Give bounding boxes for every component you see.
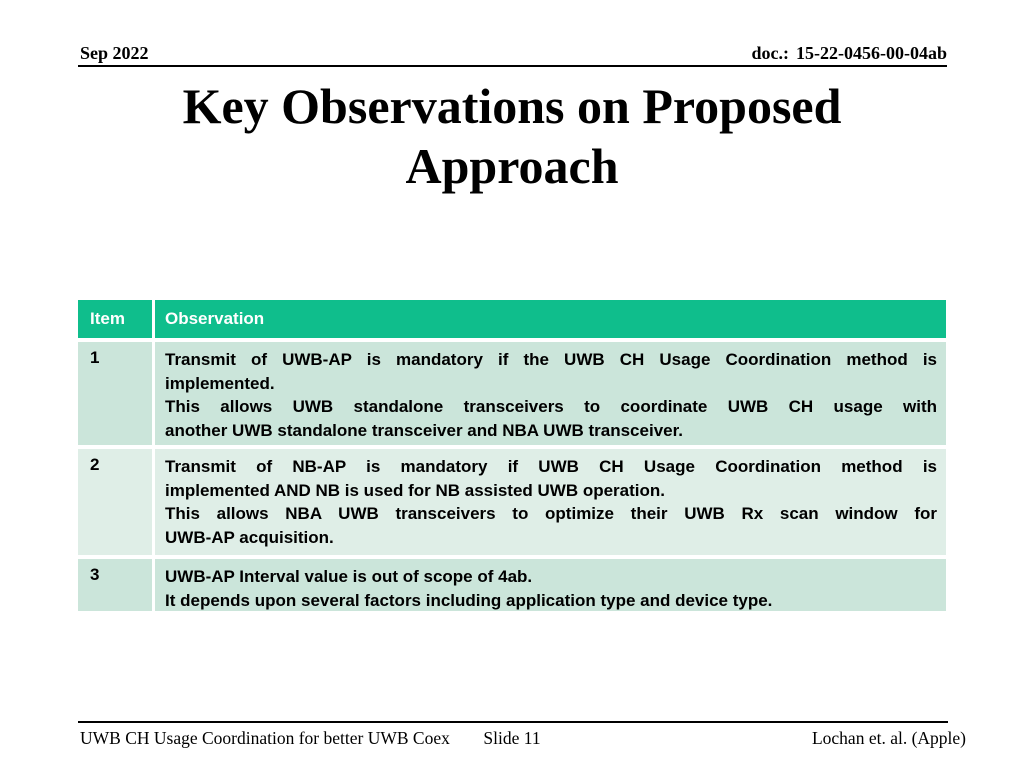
- title-line-1: Key Observations on Proposed: [182, 78, 842, 134]
- observation-line: This allows NBA UWB transceivers to optimize their UWB Rx scan window for: [165, 504, 937, 523]
- observation-line: UWB-AP acquisition.: [165, 527, 334, 547]
- observation-line: implemented.: [165, 373, 275, 393]
- header-date: Sep 2022: [80, 43, 149, 63]
- slide-title: [0, 76, 1024, 196]
- observation-line: Transmit of UWB-AP is mandatory if the UWB CH Usage Coordination method is: [165, 350, 937, 369]
- observation-paragraph: [165, 348, 937, 395]
- table-header-row: [78, 300, 946, 338]
- header-doc: [752, 43, 948, 64]
- item-cell: 2: [78, 449, 152, 555]
- item-cell: 3: [78, 559, 152, 611]
- observation-paragraph: [165, 565, 937, 589]
- observation-paragraph: [165, 395, 937, 442]
- observation-cell: [155, 342, 946, 445]
- footer-slide-number: Slide 11: [483, 728, 541, 748]
- observation-paragraph: [165, 589, 937, 613]
- footer-document-title: UWB CH Usage Coordination for better UWB Coex: [80, 728, 450, 748]
- column-header-item: Item: [78, 300, 152, 338]
- observations-table: [78, 300, 946, 611]
- column-header-observation: Observation: [155, 300, 946, 338]
- item-cell: 1: [78, 342, 152, 445]
- observation-paragraph: [165, 502, 937, 549]
- observation-line: another UWB standalone transceiver and NBA UWB transceiver.: [165, 420, 684, 440]
- table-row-1: [78, 342, 946, 445]
- observation-cell: [155, 449, 946, 555]
- observation-cell: [155, 559, 946, 611]
- title-line-2: Approach: [405, 138, 619, 194]
- observation-line: implemented AND NB is used for NB assisted UWB operation.: [165, 480, 665, 500]
- observation-line: This allows UWB standalone transceivers to coordinate UWB CH usage with: [165, 397, 937, 416]
- doc-label: doc.:: [751, 43, 789, 63]
- doc-number: 15-22-0456-00-04ab: [796, 43, 947, 63]
- observation-line: Transmit of NB-AP is mandatory if UWB CH Usage Coordination method is: [165, 457, 937, 476]
- table-row-2: [78, 449, 946, 555]
- header-rule: [78, 65, 947, 67]
- footer-authors: Lochan et. al. (Apple): [811, 728, 966, 748]
- footer-rule: [78, 721, 948, 723]
- observation-line: UWB-AP Interval value is out of scope of 4ab.: [165, 567, 533, 586]
- observation-paragraph: [165, 455, 937, 502]
- observation-line: It depends upon several factors including application type and device type.: [165, 590, 773, 610]
- table-row-3: [78, 559, 946, 611]
